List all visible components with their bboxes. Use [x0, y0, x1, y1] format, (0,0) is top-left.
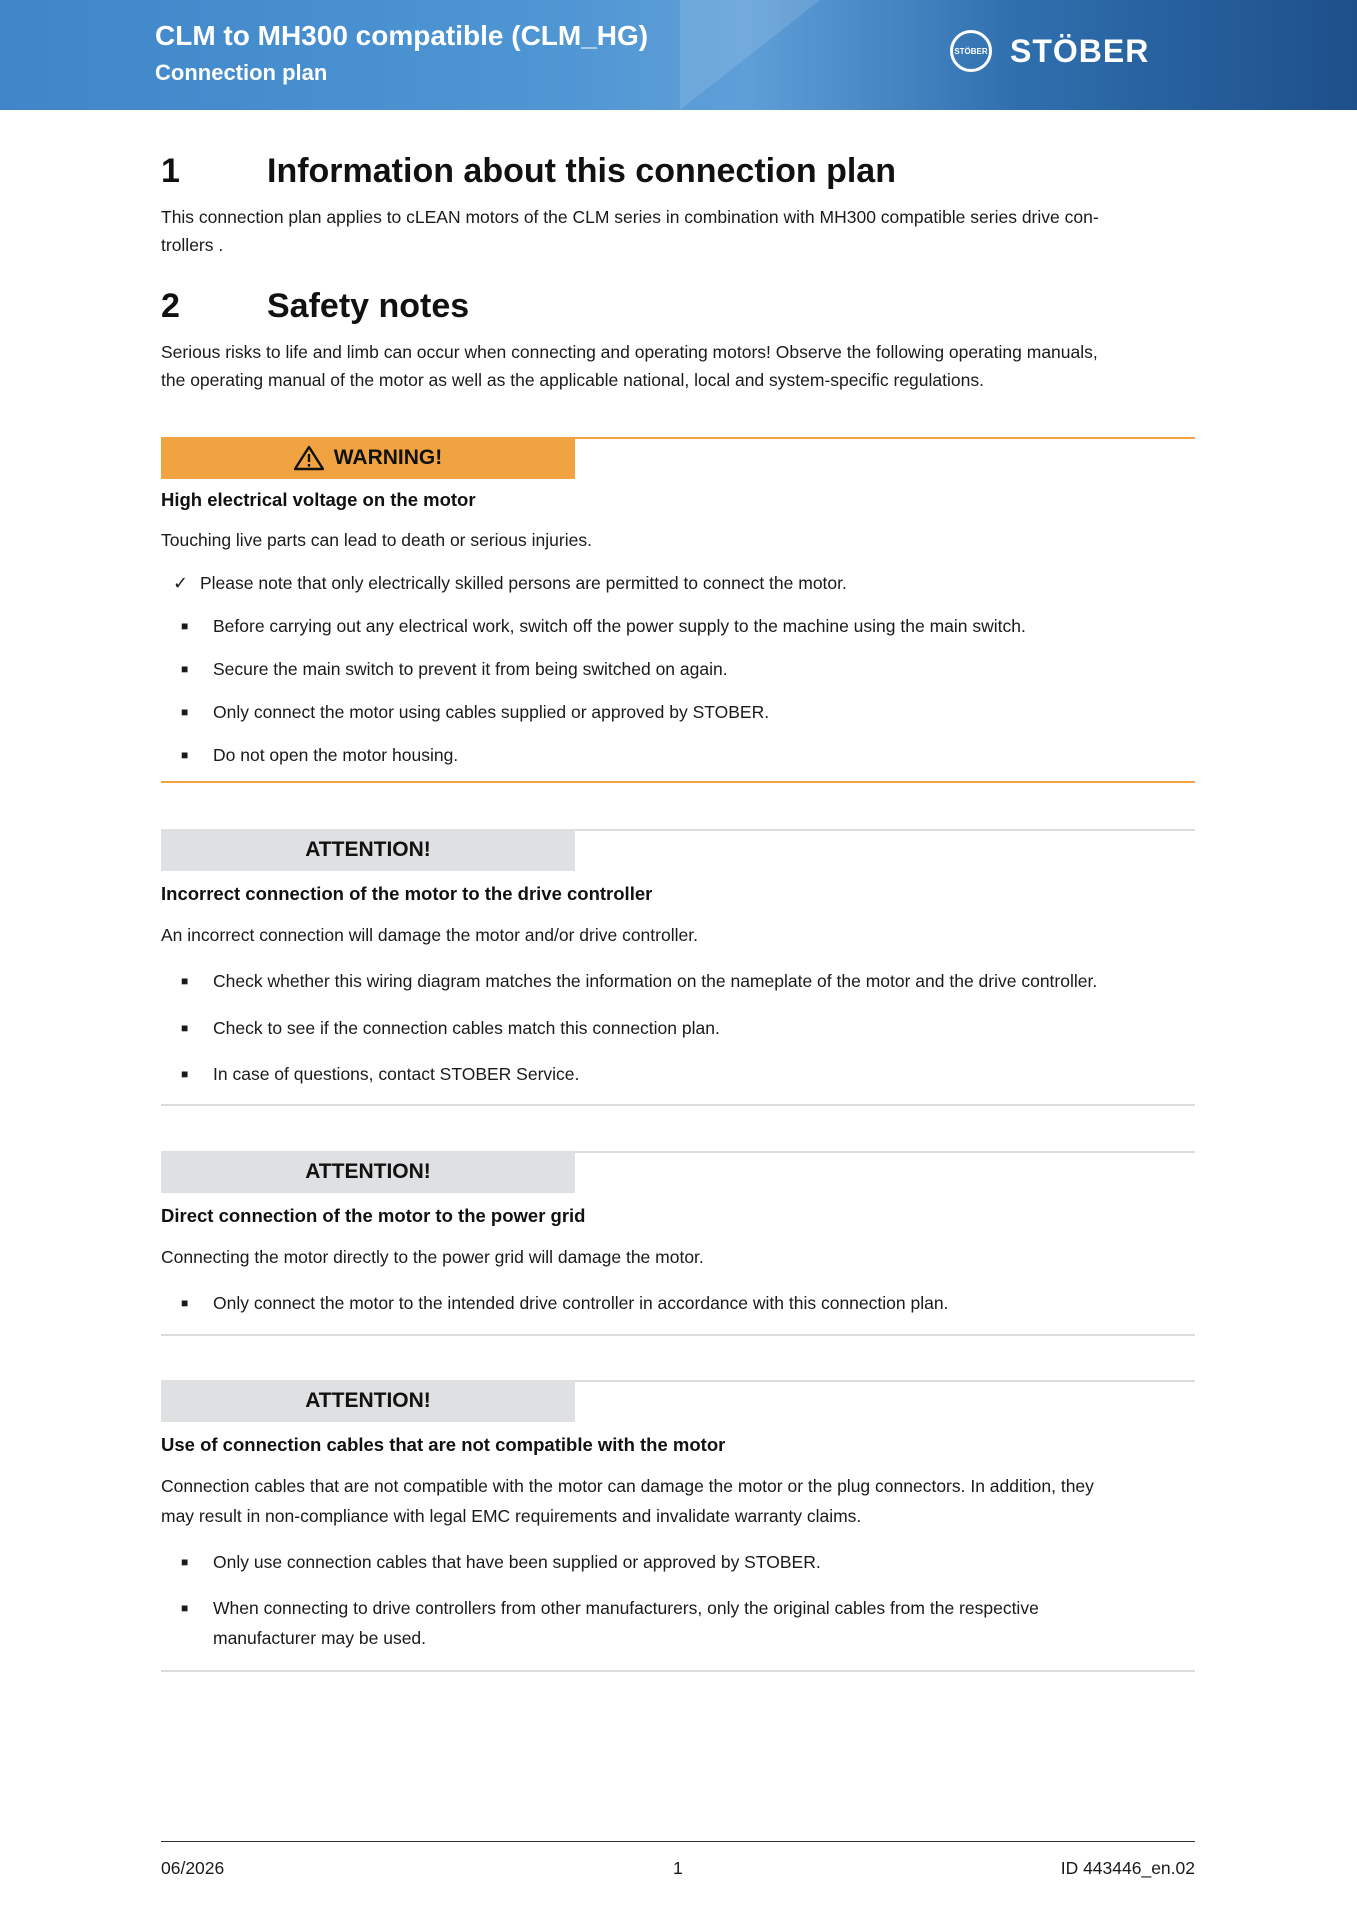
- logo-mark-text: STÖBER: [954, 46, 988, 56]
- bullet-icon: ■: [181, 1296, 189, 1310]
- bullet-icon: ■: [181, 705, 189, 719]
- section-2-heading: [161, 287, 469, 326]
- footer-date: 06/2026: [161, 1858, 225, 1878]
- warning-text: Touching live parts can lead to death or serious injuries.: [161, 530, 592, 550]
- list-item-label: Only use connection cables that have been supplied or approved by STOBER.: [213, 1552, 821, 1572]
- attention-text-line: Connection cables that are not compatible with the motor can damage the motor or the plug connectors. In addition, they: [161, 1476, 1094, 1496]
- attention-bottom-rule: [161, 1670, 1195, 1672]
- attention-text: An incorrect connection will damage the motor and/or drive controller.: [161, 925, 698, 945]
- attention-text: Connecting the motor directly to the power grid will damage the motor.: [161, 1247, 704, 1267]
- bullet-icon: ■: [181, 1067, 189, 1081]
- section-2-title: Safety notes: [267, 287, 470, 325]
- warning-callout: [161, 437, 1195, 785]
- bullet-icon: ■: [181, 1555, 189, 1569]
- attention-badge-label: ATTENTION!: [305, 1389, 431, 1412]
- attention-badge: [161, 1380, 575, 1422]
- section-2-body: [161, 338, 1195, 394]
- attention-bottom-rule: [161, 1104, 1195, 1106]
- attention-heading: Incorrect connection of the motor to the drive controller: [161, 883, 653, 904]
- checkmark-icon: ✓: [173, 573, 189, 593]
- list-item-label: In case of questions, contact STOBER Service.: [213, 1064, 580, 1084]
- list-item-line: manufacturer may be used.: [213, 1628, 427, 1648]
- footer-rule: [161, 1841, 1195, 1842]
- section-2-body-line: the operating manual of the motor as well as the applicable national, local and system-specific regulations.: [161, 370, 984, 390]
- section-2-body-line: Serious risks to life and limb can occur when connecting and operating motors! Observe the following operating manuals,: [161, 342, 1098, 362]
- list-item-label: Only connect the motor using cables supplied or approved by STOBER.: [213, 702, 770, 722]
- warning-heading: High electrical voltage on the motor: [161, 489, 476, 510]
- list-item-label: Before carrying out any electrical work, switch off the power supply to the machine using the main switch.: [213, 616, 1026, 636]
- warning-badge: [161, 437, 575, 479]
- stober-logo-mark-icon: [950, 30, 992, 72]
- banner-decoration: [680, 0, 820, 110]
- attention-heading: Use of connection cables that are not compatible with the motor: [161, 1434, 726, 1455]
- list-item-line: When connecting to drive controllers from other manufacturers, only the original cables from the respective: [213, 1598, 1039, 1618]
- section-1-body-line: This connection plan applies to cLEAN motors of the CLM series in combination with MH300 compatible series drive con-: [161, 207, 1099, 227]
- list-item-label: Check whether this wiring diagram matches the information on the nameplate of the motor and the drive controller.: [213, 971, 1098, 991]
- bullet-icon: ■: [181, 662, 189, 676]
- attention-heading: Direct connection of the motor to the power grid: [161, 1205, 586, 1226]
- section-1-number: 1: [161, 152, 180, 190]
- footer-page-number: 1: [673, 1858, 683, 1878]
- bullet-icon: ■: [181, 1021, 189, 1035]
- warning-bottom-rule: [161, 781, 1195, 783]
- section-1-body: [161, 203, 1195, 259]
- bullet-icon: ■: [181, 619, 189, 633]
- attention-badge-label: ATTENTION!: [305, 1160, 431, 1183]
- logo-text: STÖBER: [1010, 32, 1150, 69]
- bullet-icon: ■: [181, 748, 189, 762]
- list-item-label: Check to see if the connection cables match this connection plan.: [213, 1018, 720, 1038]
- attention-badge: [161, 1151, 575, 1193]
- section-1-body-line: trollers .: [161, 235, 224, 255]
- attention-text: [161, 1471, 1195, 1531]
- list-item-label: Do not open the motor housing.: [213, 745, 459, 765]
- attention-callout-1: [161, 829, 1195, 1107]
- list-item-label: Secure the main switch to prevent it from being switched on again.: [213, 659, 728, 679]
- attention-text-line: may result in non-compliance with legal EMC requirements and invalidate warranty claims.: [161, 1506, 862, 1526]
- footer-doc-id: ID 443446_en.02: [1060, 1858, 1195, 1878]
- attention-badge: [161, 829, 575, 871]
- attention-badge-label: ATTENTION!: [305, 838, 431, 861]
- list-item-label: Only connect the motor to the intended drive controller in accordance with this connection plan.: [213, 1293, 949, 1313]
- warning-triangle-icon: [294, 445, 324, 471]
- bullet-icon: ■: [181, 974, 189, 988]
- warning-badge-label: WARNING!: [333, 446, 443, 469]
- header-banner: [0, 0, 1357, 110]
- section-1-title: Information about this connection plan: [267, 152, 896, 190]
- attention-bottom-rule: [161, 1334, 1195, 1336]
- attention-callout-3: [161, 1380, 1195, 1674]
- bullet-icon: ■: [181, 1601, 189, 1615]
- document-subtitle: Connection plan: [155, 60, 328, 85]
- list-item-label: [213, 1593, 1193, 1653]
- document-title: CLM to MH300 compatible (CLM_HG): [155, 20, 649, 51]
- section-2-number: 2: [161, 287, 180, 325]
- section-1-heading: [161, 152, 896, 191]
- warning-check-label: Please note that only electrically skilled persons are permitted to connect the motor.: [200, 573, 847, 593]
- stober-logo: [950, 30, 1149, 72]
- attention-callout-2: [161, 1151, 1195, 1337]
